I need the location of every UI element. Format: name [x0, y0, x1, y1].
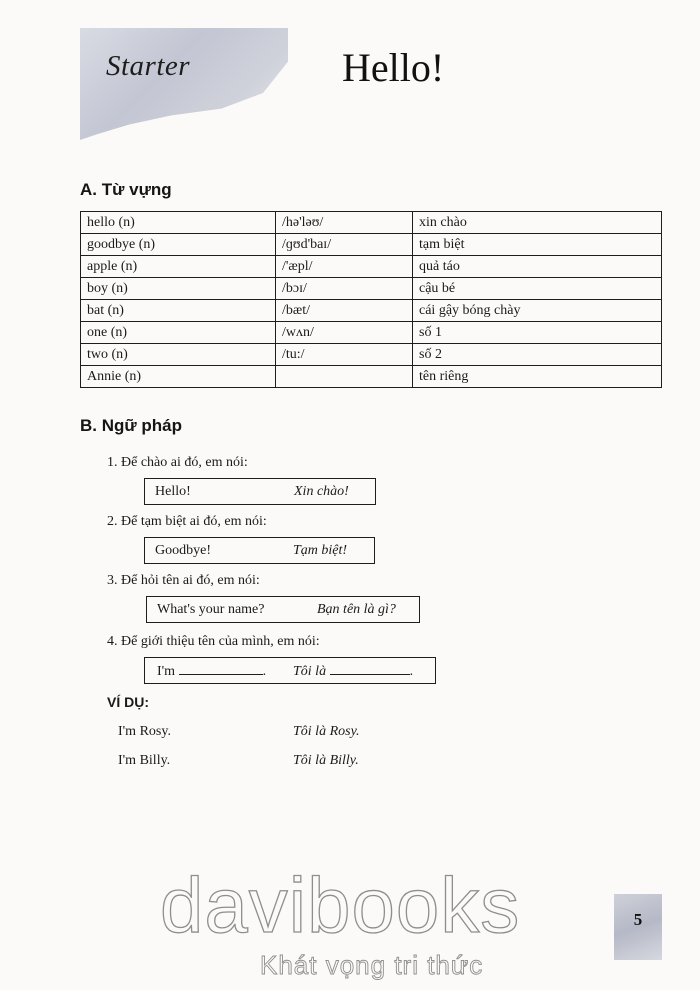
english-phrase: Goodbye!: [155, 543, 211, 558]
table-row: [81, 366, 662, 388]
vietnamese-phrase: Tạm biệt!: [293, 543, 348, 558]
meaning-cell: cái gậy bóng chày: [413, 300, 662, 322]
table-row: [81, 212, 662, 234]
table-row: [81, 234, 662, 256]
phrase-box: [144, 537, 375, 564]
grammar-instruction: 1. Để chào ai đó, em nói:: [107, 455, 248, 470]
vietnamese-phrase-with-blank: [293, 663, 413, 680]
english-phrase-with-blank: [157, 663, 266, 680]
ipa-cell: /hə'ləʊ/: [276, 212, 413, 234]
word-cell: hello (n): [81, 212, 276, 234]
meaning-cell: số 1: [413, 322, 662, 344]
grammar-instruction: 4. Để giới thiệu tên của mình, em nói:: [107, 634, 320, 649]
example-vietnamese: Tôi là Billy.: [293, 753, 359, 768]
example-english: I'm Rosy.: [118, 724, 171, 739]
ipa-cell: /'æpl/: [276, 256, 413, 278]
table-row: [81, 344, 662, 366]
ipa-cell: /wʌn/: [276, 322, 413, 344]
table-row: [81, 300, 662, 322]
vocabulary-heading: A. Từ vựng: [80, 180, 172, 199]
vocabulary-table: [80, 211, 662, 388]
table-row: [81, 256, 662, 278]
phrase-box: [146, 596, 420, 623]
ipa-cell: /bɔɪ/: [276, 278, 413, 300]
english-period: .: [262, 664, 267, 679]
ipa-cell: /bæt/: [276, 300, 413, 322]
name-blank: [330, 663, 410, 675]
grammar-instruction: 2. Để tạm biệt ai đó, em nói:: [107, 514, 267, 529]
examples-heading: VÍ DỤ:: [107, 694, 149, 710]
ipa-cell: /ɡʊd'baɪ/: [276, 234, 413, 256]
vietnamese-period: .: [409, 664, 414, 679]
phrase-box: [144, 657, 436, 684]
meaning-cell: xin chào: [413, 212, 662, 234]
unit-label: Starter: [106, 50, 191, 82]
publisher-watermark: davibooks: [160, 861, 521, 949]
table-row: [81, 322, 662, 344]
grammar-instruction: 3. Để hỏi tên ai đó, em nói:: [107, 573, 260, 588]
ipa-cell: [276, 366, 413, 388]
example-english: I'm Billy.: [118, 753, 171, 768]
english-phrase: I'm: [157, 664, 176, 679]
unit-tab-background: [80, 28, 288, 140]
word-cell: one (n): [81, 322, 276, 344]
word-cell: goodbye (n): [81, 234, 276, 256]
page-number: 5: [633, 910, 643, 929]
name-blank: [179, 663, 263, 675]
word-cell: bat (n): [81, 300, 276, 322]
english-phrase: What's your name?: [157, 602, 265, 617]
word-cell: boy (n): [81, 278, 276, 300]
meaning-cell: cậu bé: [413, 278, 662, 300]
word-cell: Annie (n): [81, 366, 276, 388]
word-cell: two (n): [81, 344, 276, 366]
vietnamese-phrase: Bạn tên là gì?: [317, 602, 396, 617]
table-row: [81, 278, 662, 300]
ipa-cell: /tu:/: [276, 344, 413, 366]
english-phrase: Hello!: [155, 484, 191, 499]
meaning-cell: số 2: [413, 344, 662, 366]
word-cell: apple (n): [81, 256, 276, 278]
meaning-cell: quả táo: [413, 256, 662, 278]
grammar-heading: B. Ngữ pháp: [80, 416, 183, 435]
meaning-cell: tên riêng: [413, 366, 662, 388]
phrase-box: [144, 478, 376, 505]
vietnamese-phrase: Xin chào!: [294, 484, 349, 499]
vietnamese-phrase: Tôi là: [293, 664, 327, 679]
example-vietnamese: Tôi là Rosy.: [293, 724, 360, 739]
meaning-cell: tạm biệt: [413, 234, 662, 256]
page-title: Hello!: [342, 45, 445, 90]
publisher-tagline: Khát vọng tri thức: [260, 950, 484, 980]
